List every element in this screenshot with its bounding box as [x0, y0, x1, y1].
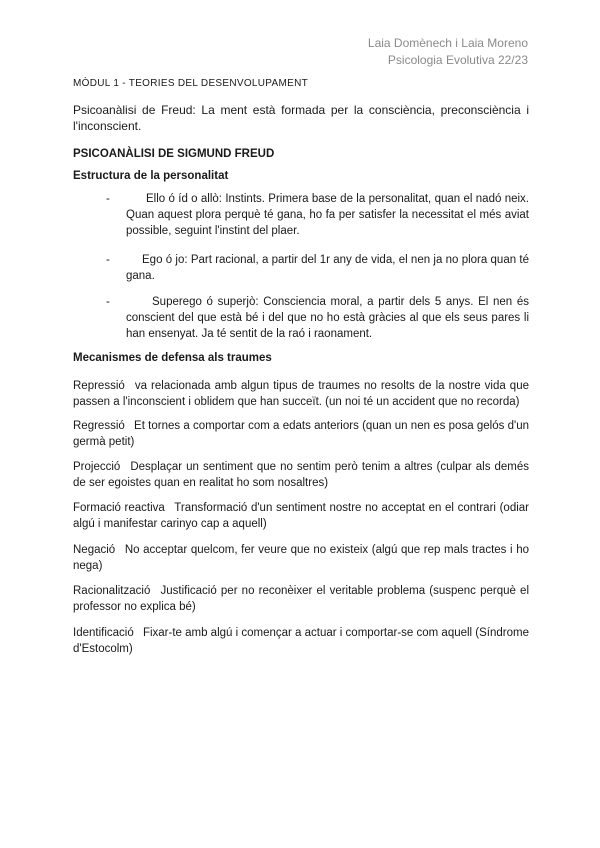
- structure-item-text: Ego ó jo: Part racional, a partir del 1r any de vida, el nen ja no plora quan té gana.: [126, 254, 529, 282]
- defense-term: Racionalització: [73, 585, 151, 597]
- defense-term: Repressió: [73, 380, 125, 392]
- structure-item-text: Ello ó íd o allò: Instints. Primera base de la personalitat, quan el nadó neix. Quan aquest plora perquè té gana, ho fa per satisfer la necessitat el més aviat possible, seguint l'instint del plaer.: [126, 193, 529, 237]
- defense-heading: Mecanismes de defensa als traumes: [73, 352, 272, 364]
- structure-heading: Estructura de la personalitat: [73, 170, 229, 182]
- page-header: [368, 35, 528, 69]
- defense-item-regressio: [73, 418, 529, 450]
- defense-term: Identificació: [73, 627, 134, 639]
- structure-item-ello: [106, 191, 529, 239]
- bullet-dash: -: [106, 254, 110, 266]
- structure-item-text: Superego ó superjò: Consciencia moral, a partir dels 5 anys. El nen és conscient del que està bé i del que no ho està gràcies al que els seus pares li han ensenyat. Ja té sentit de la raó i raonament.: [126, 296, 529, 340]
- defense-item-identificacio: [73, 625, 529, 657]
- defense-text: Transformació d'un sentiment nostre no acceptat en el contrari (odiar algú i manifestar carinyo cap a aquell): [73, 502, 529, 530]
- bullet-dash: -: [106, 193, 110, 205]
- defense-term: Negació: [73, 544, 116, 556]
- structure-item-ego: [106, 252, 529, 284]
- defense-text: Desplaçar un sentiment que no sentim però tenim a altres (culpar als demés de ser egoistes quan en realitat ho som nosaltres): [73, 461, 529, 489]
- defense-item-projeccio: [73, 459, 529, 491]
- structure-item-superego: [106, 294, 529, 342]
- defense-text: No acceptar quelcom, fer veure que no existeix (algú que rep mals tractes i ho nega): [73, 544, 529, 572]
- defense-item-repressio: [73, 378, 529, 410]
- bullet-dash: -: [106, 296, 110, 308]
- defense-item-racionalitzacio: [73, 583, 529, 615]
- defense-term: Projecció: [73, 461, 121, 473]
- defense-text: Justificació per no reconèixer el veritable problema (suspenc perquè el professor no explica bé): [73, 585, 529, 613]
- defense-text: Fixar-te amb algú i començar a actuar i comportar-se com aquell (Síndrome d'Estocolm): [73, 627, 529, 655]
- defense-term: Formació reactiva: [73, 502, 165, 514]
- defense-item-negacio: [73, 542, 529, 574]
- defense-term: Regressió: [73, 420, 125, 432]
- section-title: PSICOANÀLISI DE SIGMUND FREUD: [73, 148, 275, 160]
- module-title: MÒDUL 1 - TEORIES DEL DESENVOLUPAMENT: [73, 78, 309, 89]
- intro-paragraph: Psicoanàlisi de Freud: La ment està formada per la consciència, preconsciència i l'inconscient.: [73, 103, 529, 133]
- defense-text: va relacionada amb algun tipus de traumes no resolts de la nostre vida que passen a l'inconscient i oblidem que han succeït. (un noi té un accident que no recorda): [73, 380, 529, 408]
- header-authors: Laia Domènech i Laia Moreno: [367, 36, 528, 50]
- defense-text: Et tornes a comportar com a edats anteriors (quan un nen es posa gelós d'un germà petit): [73, 420, 529, 448]
- header-course: Psicologia Evolutiva 22/23: [387, 53, 528, 67]
- defense-item-formacio-reactiva: [73, 500, 529, 532]
